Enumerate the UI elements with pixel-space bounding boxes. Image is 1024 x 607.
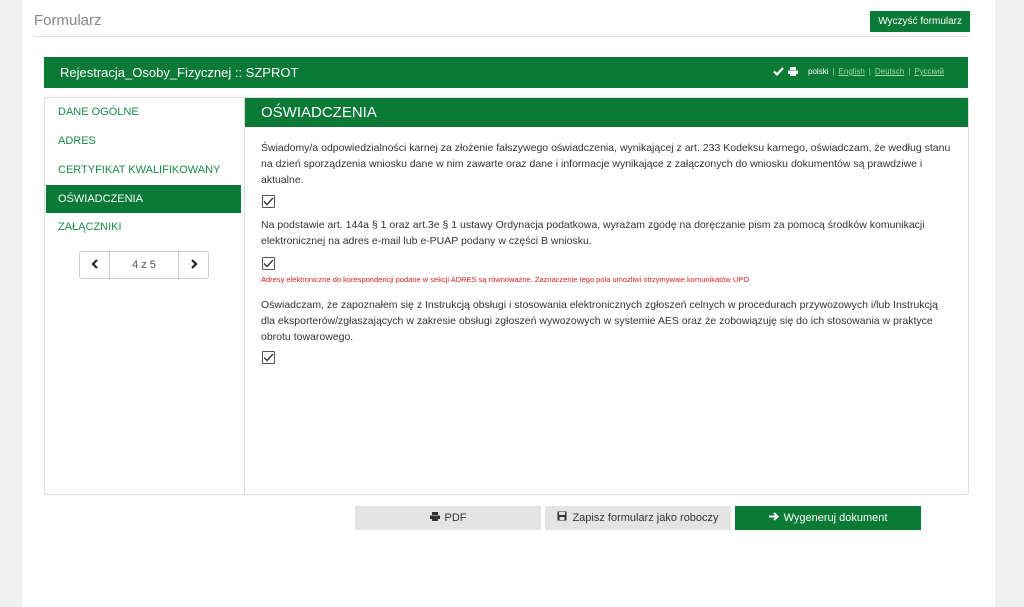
language-separator: | [908, 67, 911, 76]
language-link-english[interactable]: English [838, 67, 865, 76]
form-titlebar [44, 57, 968, 88]
page-title: Formularz [34, 12, 102, 29]
pdf-button[interactable] [355, 506, 541, 530]
sidebar-item-zalaczniki[interactable]: ZAŁĄCZNIKI [58, 221, 122, 233]
previous-page-button[interactable] [80, 252, 110, 278]
check-icon [263, 197, 274, 206]
chevron-left-icon [91, 258, 99, 272]
pager-status: 4 z 5 [132, 259, 156, 271]
generate-document-button-label: Wygeneruj dokument [783, 512, 888, 524]
chevron-right-icon [190, 258, 198, 272]
section-title: OŚWIADCZENIA [245, 98, 968, 127]
check-icon [263, 353, 274, 362]
form-panel [44, 97, 969, 495]
next-page-button[interactable] [178, 252, 208, 278]
statement-checkbox[interactable] [262, 195, 275, 208]
print-icon[interactable] [788, 67, 798, 76]
language-bar [773, 67, 944, 76]
check-icon[interactable] [773, 67, 784, 76]
generate-document-button[interactable] [735, 506, 921, 530]
pdf-button-label: PDF [444, 512, 467, 524]
sidebar-item-dane-ogolne[interactable]: DANE OGÓLNE [58, 106, 139, 118]
statement-text: Na podstawie art. 144a § 1 oraz art.3e § 1 ustawy Ordynacja podatkowa, wyrażam zgodę na doręczanie pism za pomocą środków komunikacji elektronicznej na adres e-mail lub e-PUAP podany w części B wniosku. [261, 219, 925, 247]
save-draft-button-label: Zapisz formularz jako roboczy [572, 512, 719, 524]
language-current: polski [808, 67, 829, 76]
header [34, 0, 969, 37]
sidebar-item-certyfikat[interactable]: CERTYFIKAT KWALIFIKOWANY [58, 164, 221, 176]
statement-text: Oświadczam, że zapoznałem się z Instrukcją obsługi i stosowania elektronicznych zgłoszeń celnych w procedurach przywozowych i/lub Instrukcją dla eksporterów/zgłaszających w zakresie obsługi zgłoszeń wywozowych w systemie AES oraz że zobowiązuję się do ich stosowania w praktyce obrotu towarowego. [261, 299, 938, 343]
save-icon [557, 506, 567, 530]
clear-form-button[interactable]: Wyczyść formularz [870, 11, 970, 32]
page [22, 0, 995, 607]
sidebar-item-oswiadczenia[interactable]: OŚWIADCZENIA [46, 185, 241, 213]
language-separator: | [868, 67, 871, 76]
save-draft-button[interactable] [545, 506, 731, 530]
sidebar [45, 98, 245, 494]
main-content [245, 98, 968, 494]
language-link-german[interactable]: Deutsch [874, 67, 905, 76]
language-separator: | [832, 67, 835, 76]
sidebar-item-adres[interactable]: ADRES [58, 135, 96, 147]
check-icon [263, 259, 274, 268]
statement-text: Świadomy/a odpowiedzialności karnej za złożenie fałszywego oświadczenia, wynikającej z art. 233 Kodeksu karnego, oświadczam, że według stanu na dzień sporządzenia wniosku dane w nim zawarte oraz dane i informacje wynikające z załączonych do wniosku dokumentów są prawdziwe i aktualne. [261, 142, 951, 186]
pager [79, 251, 209, 279]
form-title: Rejestracja_Osoby_Fizycznej :: SZPROT [60, 65, 299, 80]
statement-checkbox[interactable] [262, 351, 275, 364]
language-link-russian[interactable]: Русский [914, 67, 944, 76]
arrow-right-icon [769, 506, 779, 530]
statement-note: Adresy elektroniczne do korespondencji podane w sekcji ADRES są równoważne. Zaznaczenie tego pola umożliwi otrzymywaie komunikatów UPO [261, 275, 750, 284]
statement-checkbox[interactable] [262, 257, 275, 270]
print-icon [430, 506, 440, 530]
